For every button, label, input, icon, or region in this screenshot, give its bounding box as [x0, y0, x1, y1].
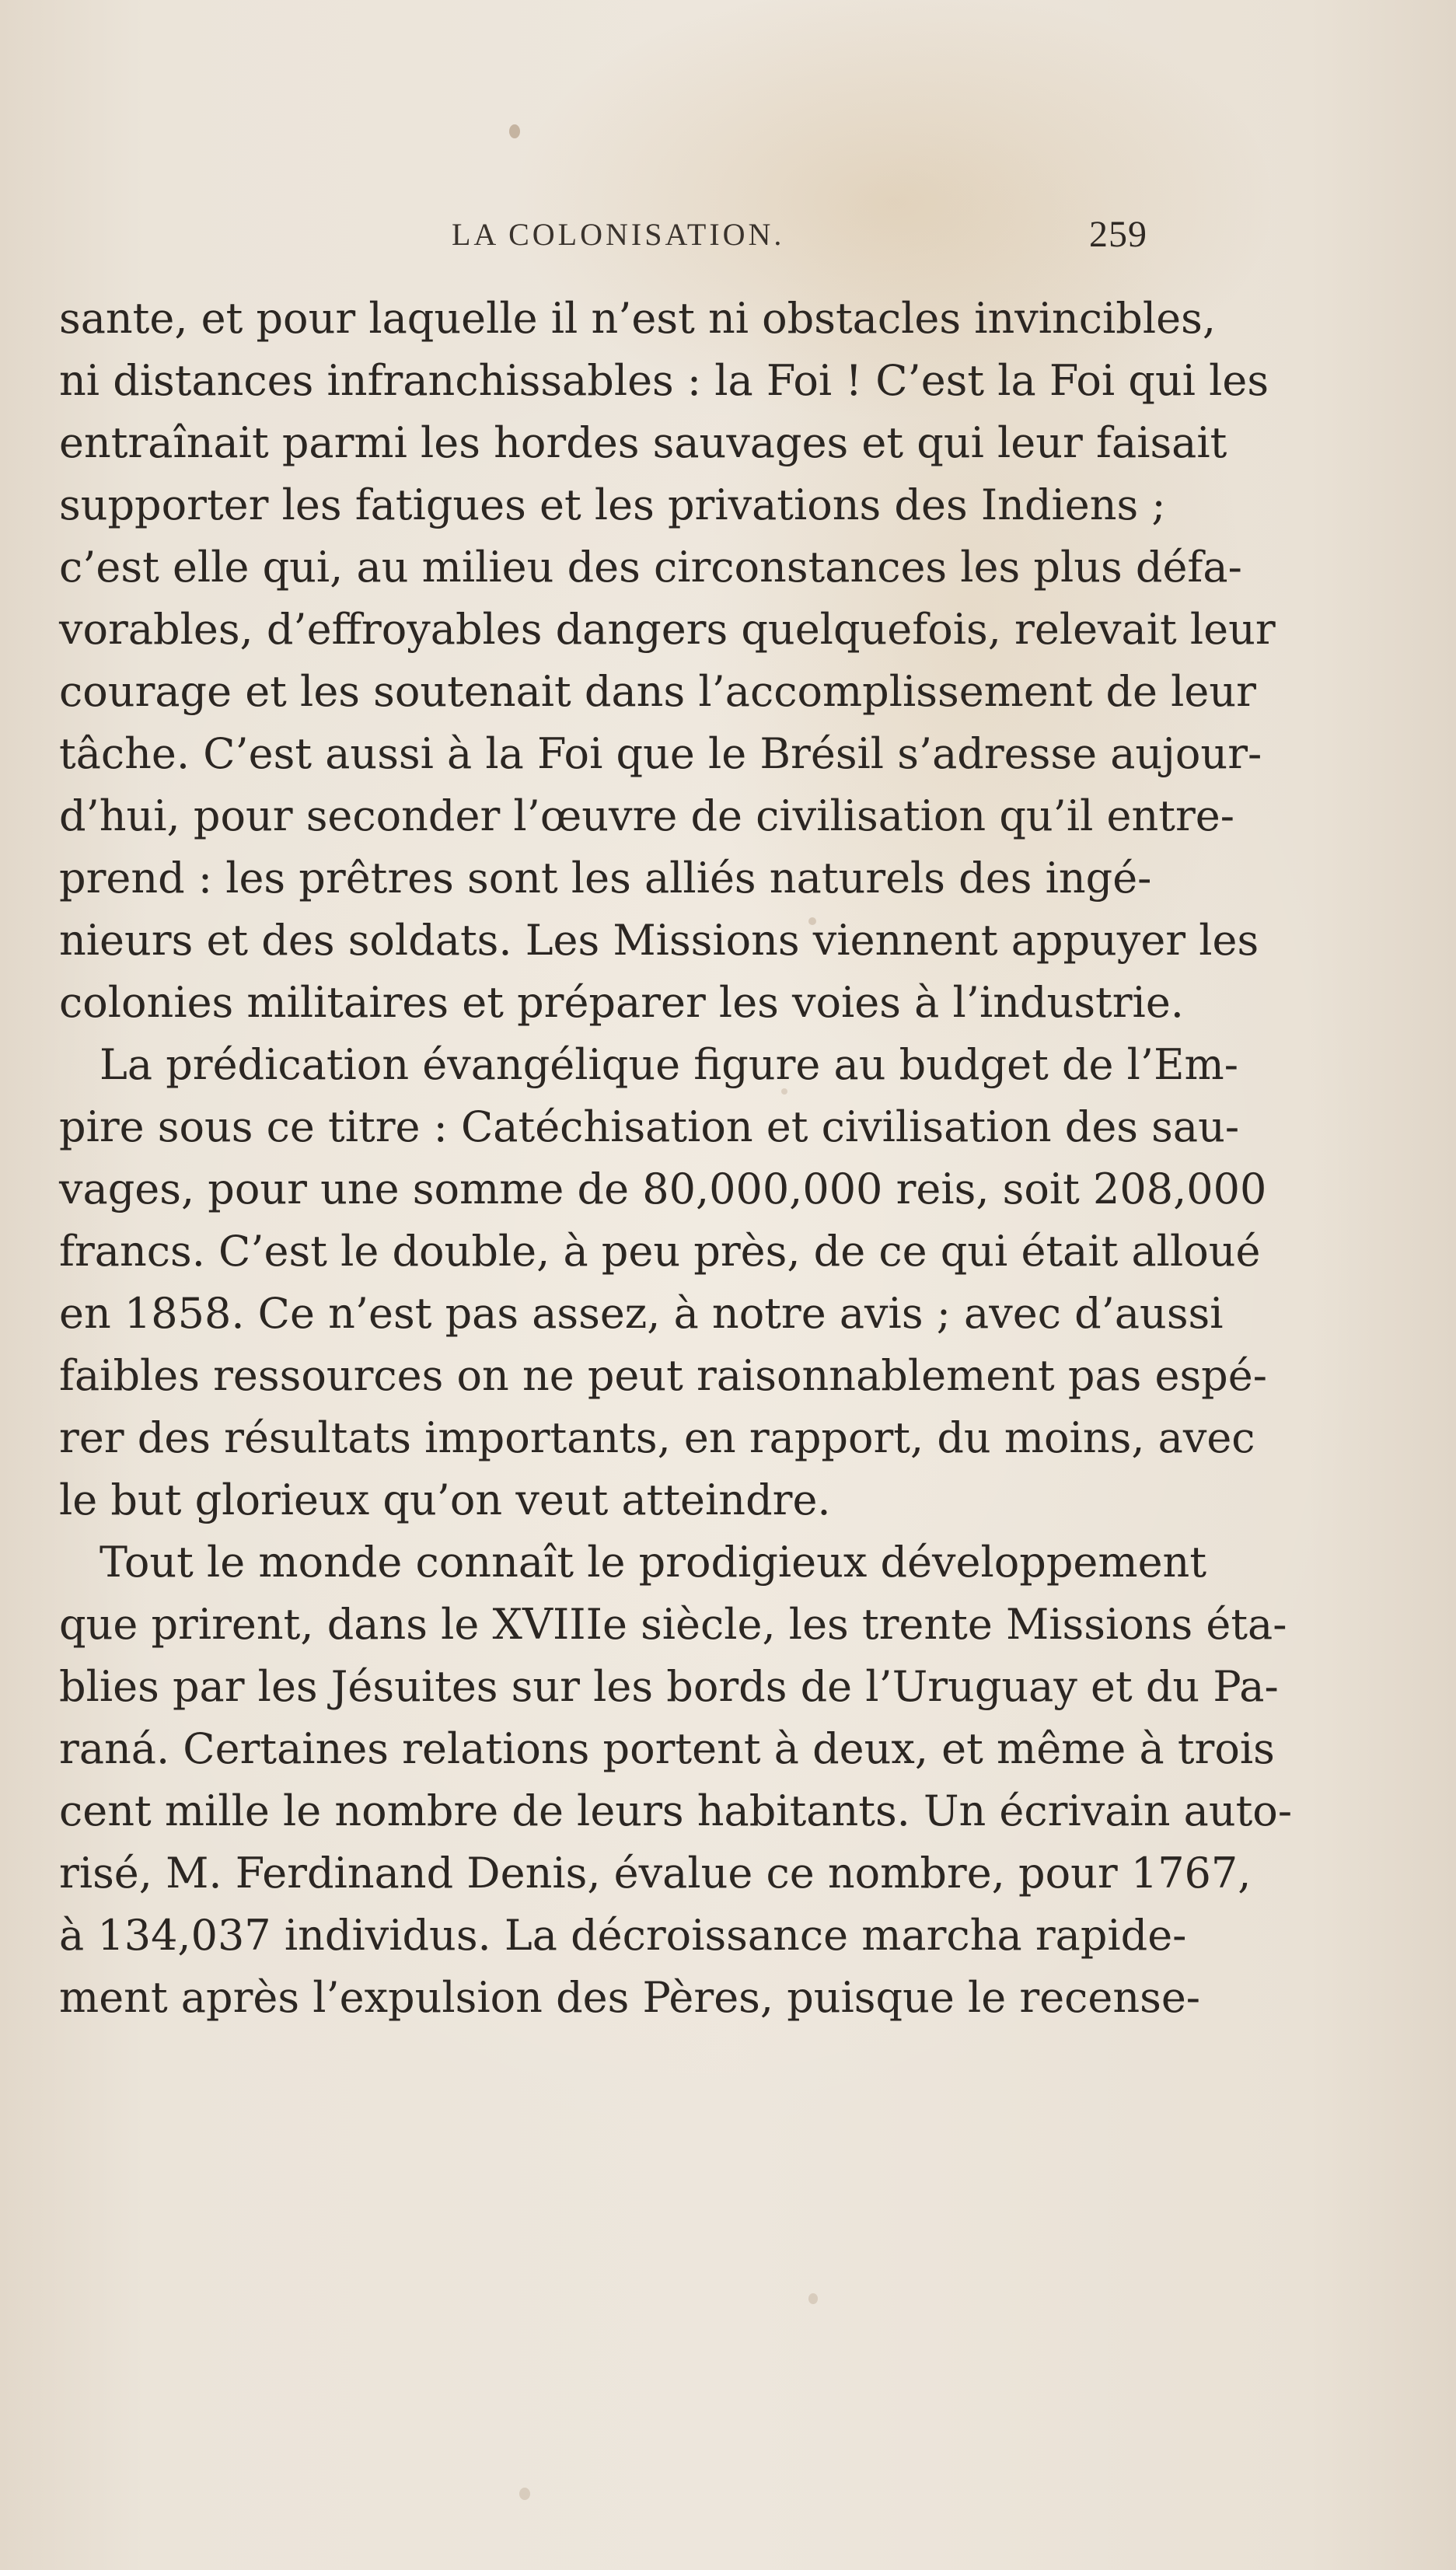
text-line: ment après l’expulsion des Pères, puisque le recense-	[59, 1973, 1201, 2022]
text-line: sante, et pour laquelle il n’est ni obstacles invincibles,	[59, 294, 1216, 343]
paper-speck	[519, 2488, 530, 2500]
text-line: rer des résultats importants, en rapport, du moins, avec	[59, 1413, 1255, 1462]
text-line: que prirent, dans le XVIIIe siècle, les trente Missions éta-	[59, 1600, 1287, 1649]
paragraph-start-line: Tout le monde connaît le prodigieux développement	[100, 1538, 1207, 1587]
text-line: blies par les Jésuites sur les bords de l’Uruguay et du Pa-	[59, 1662, 1279, 1711]
text-line: colonies militaires et préparer les voies à l’industrie.	[59, 978, 1184, 1027]
text-line: vorables, d’effroyables dangers quelquefois, relevait leur	[59, 605, 1276, 654]
text-line: vages, pour une somme de 80,000,000 reis, soit 208,000	[59, 1165, 1267, 1213]
text-line: pire sous ce titre : Catéchisation et civilisation des sau-	[59, 1102, 1240, 1151]
text-line: entraînait parmi les hordes sauvages et qui leur faisait	[59, 418, 1227, 467]
text-line: supporter les fatigues et les privations des Indiens ;	[59, 480, 1166, 529]
text-line: cent mille le nombre de leurs habitants. Un écrivain auto-	[59, 1786, 1293, 1835]
body-text	[59, 288, 1293, 2029]
text-line: francs. C’est le double, à peu près, de ce qui était alloué	[59, 1227, 1261, 1276]
text-line: nieurs et des soldats. Les Missions viennent appuyer les	[59, 916, 1259, 965]
text-line: ni distances infranchissables : la Foi ! C’est la Foi qui les	[59, 356, 1269, 405]
text-line: prend : les prêtres sont les alliés naturels des ingé-	[59, 854, 1152, 903]
paragraph-start-line: La prédication évangélique figure au budget de l’Em-	[100, 1040, 1238, 1089]
text-line: en 1858. Ce n’est pas assez, à notre avis ; avec d’aussi	[59, 1289, 1224, 1338]
text-line: c’est elle qui, au milieu des circonstances les plus défa-	[59, 543, 1242, 592]
text-line: tâche. C’est aussi à la Foi que le Brésil s’adresse aujour-	[59, 729, 1262, 778]
text-line: d’hui, pour seconder l’œuvre de civilisation qu’il entre-	[59, 791, 1234, 840]
paper-speck	[808, 917, 816, 925]
text-line: raná. Certaines relations portent à deux, et même à trois	[59, 1724, 1275, 1773]
text-line: à 134,037 individus. La décroissance marcha rapide-	[59, 1911, 1187, 1960]
text-line: le but glorieux qu’on veut atteindre.	[59, 1475, 831, 1524]
page-number: 259	[1089, 214, 1147, 255]
paper-speck	[781, 1088, 787, 1095]
text-line: faibles ressources on ne peut raisonnablement pas espé-	[59, 1351, 1267, 1400]
text-line: courage et les soutenait dans l’accomplissement de leur	[59, 667, 1256, 716]
text-line: risé, M. Ferdinand Denis, évalue ce nombre, pour 1767,	[59, 1849, 1252, 1898]
running-header	[59, 216, 1147, 263]
paper-speck	[509, 124, 520, 138]
paper-speck	[808, 2293, 818, 2304]
running-title: LA COLONISATION.	[452, 217, 785, 252]
